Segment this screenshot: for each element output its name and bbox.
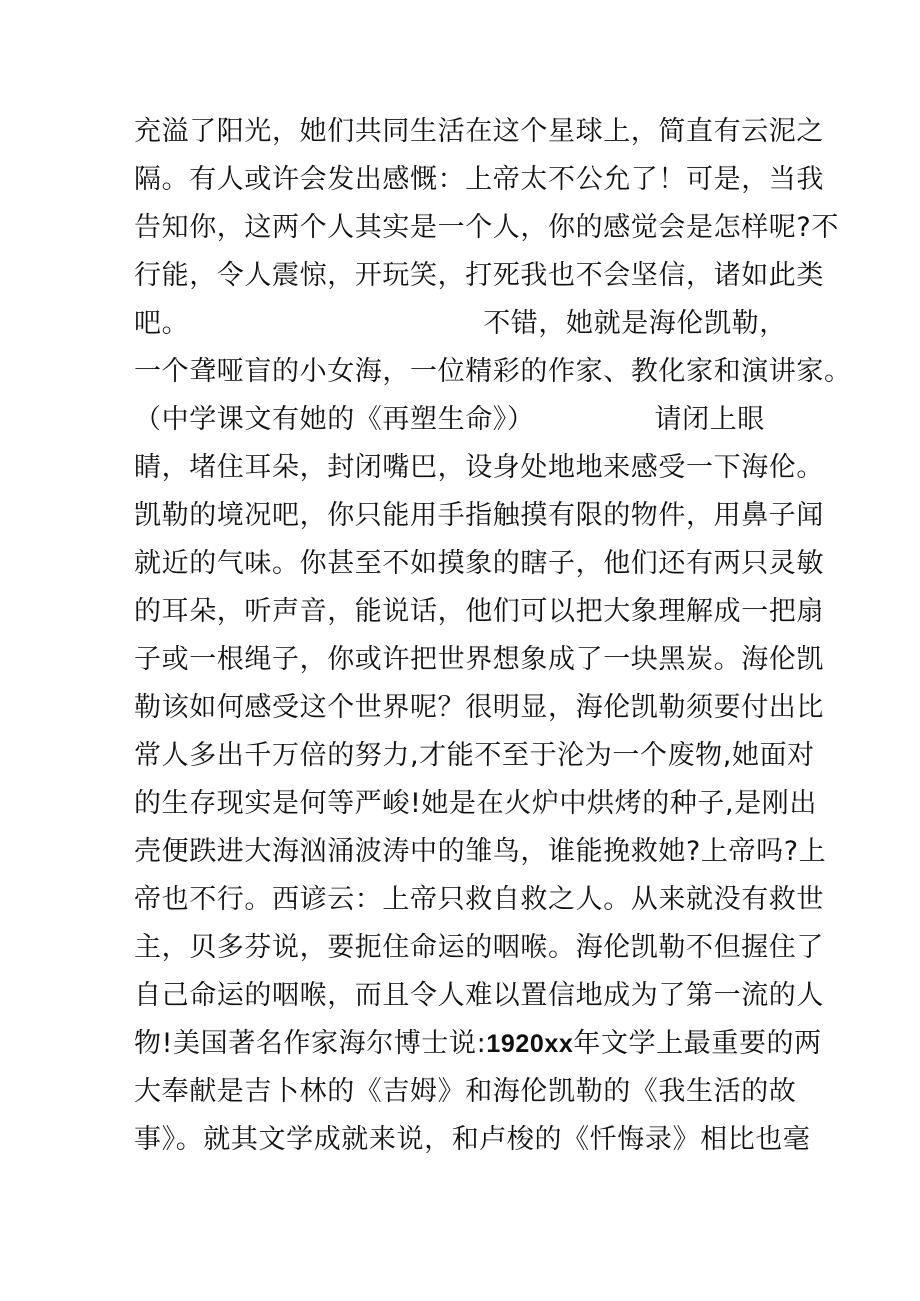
text-line: 的生存现实是何等严峻!她是在火炉中烘烤的种子,是刚出 [134,788,818,819]
text-fragment: （中学课文有她的《再塑生命》） [134,404,535,435]
text-line: 常人多出千万倍的努力,才能不至于沦为一个废物,她面对 [134,740,815,771]
text-line: 充溢了阳光，她们共同生活在这个星球上，简直有云泥之 [134,116,824,147]
text-line: 主，贝多芬说，要扼住命运的咽喉。海伦凯勒不但握住了 [134,932,824,963]
text-line: 帝也不行。西谚云：上帝只救自救之人。从来就没有救世 [134,884,824,915]
text-line: 行能，令人震惊，开玩笑，打死我也不会坚信，诸如此类 [134,260,824,291]
text-fragment: 请闭上眼 [654,404,765,435]
text-line: 告知你，这两个人其实是一个人，你的感觉会是怎样呢?不 [134,212,839,243]
text-line: 勒该如何感受这个世界呢？很明显，海伦凯勒须要付出比 [134,692,824,723]
text-line: 凯勒的境况吧，你只能用手指触摸有限的物件，用鼻子闻 [134,500,824,531]
body-text [134,108,852,1164]
text-line: 隔。有人或许会发出感慨：上帝太不公允了！可是，当我 [134,164,824,195]
year-text: 1920xx [486,1030,574,1058]
text-line [134,300,834,348]
text-line: 睛，堵住耳朵，封闭嘴巴，设身处地地来感受一下海伦。 [134,452,824,483]
text-line: 就近的气味。你甚至不如摸象的瞎子，他们还有两只灵敏 [134,548,824,579]
text-line: 一个聋哑盲的小女海，一位精彩的作家、教化家和演讲家。 [134,356,852,387]
text-fragment: 物!美国著名作家海尔博士说: [134,1028,487,1059]
text-line [134,396,834,444]
text-fragment: 不错，她就是海伦凯勒， [483,308,787,339]
text-line: 的耳朵，听声音，能说话，他们可以把大象理解成一把扇 [134,596,824,627]
text-line: 子或一根绳子，你或许把世界想象成了一块黑炭。海伦凯 [134,644,824,675]
text-line: 大奉献是吉卜林的《吉姆》和海伦凯勒的《我生活的故 [134,1076,797,1107]
text-line: 事》。就其文学成就来说，和卢梭的《忏悔录》相比也毫 [134,1124,811,1155]
text-fragment: 年文学上最重要的两 [573,1028,822,1059]
text-line [134,1020,834,1068]
text-fragment: 吧。 [134,308,190,339]
text-line: 自己命运的咽喉，而且令人难以置信地成为了第一流的人 [134,980,824,1011]
text-line: 壳便跌进大海汹涌波涛中的雏鸟，谁能挽救她?上帝吗?上 [134,836,827,867]
